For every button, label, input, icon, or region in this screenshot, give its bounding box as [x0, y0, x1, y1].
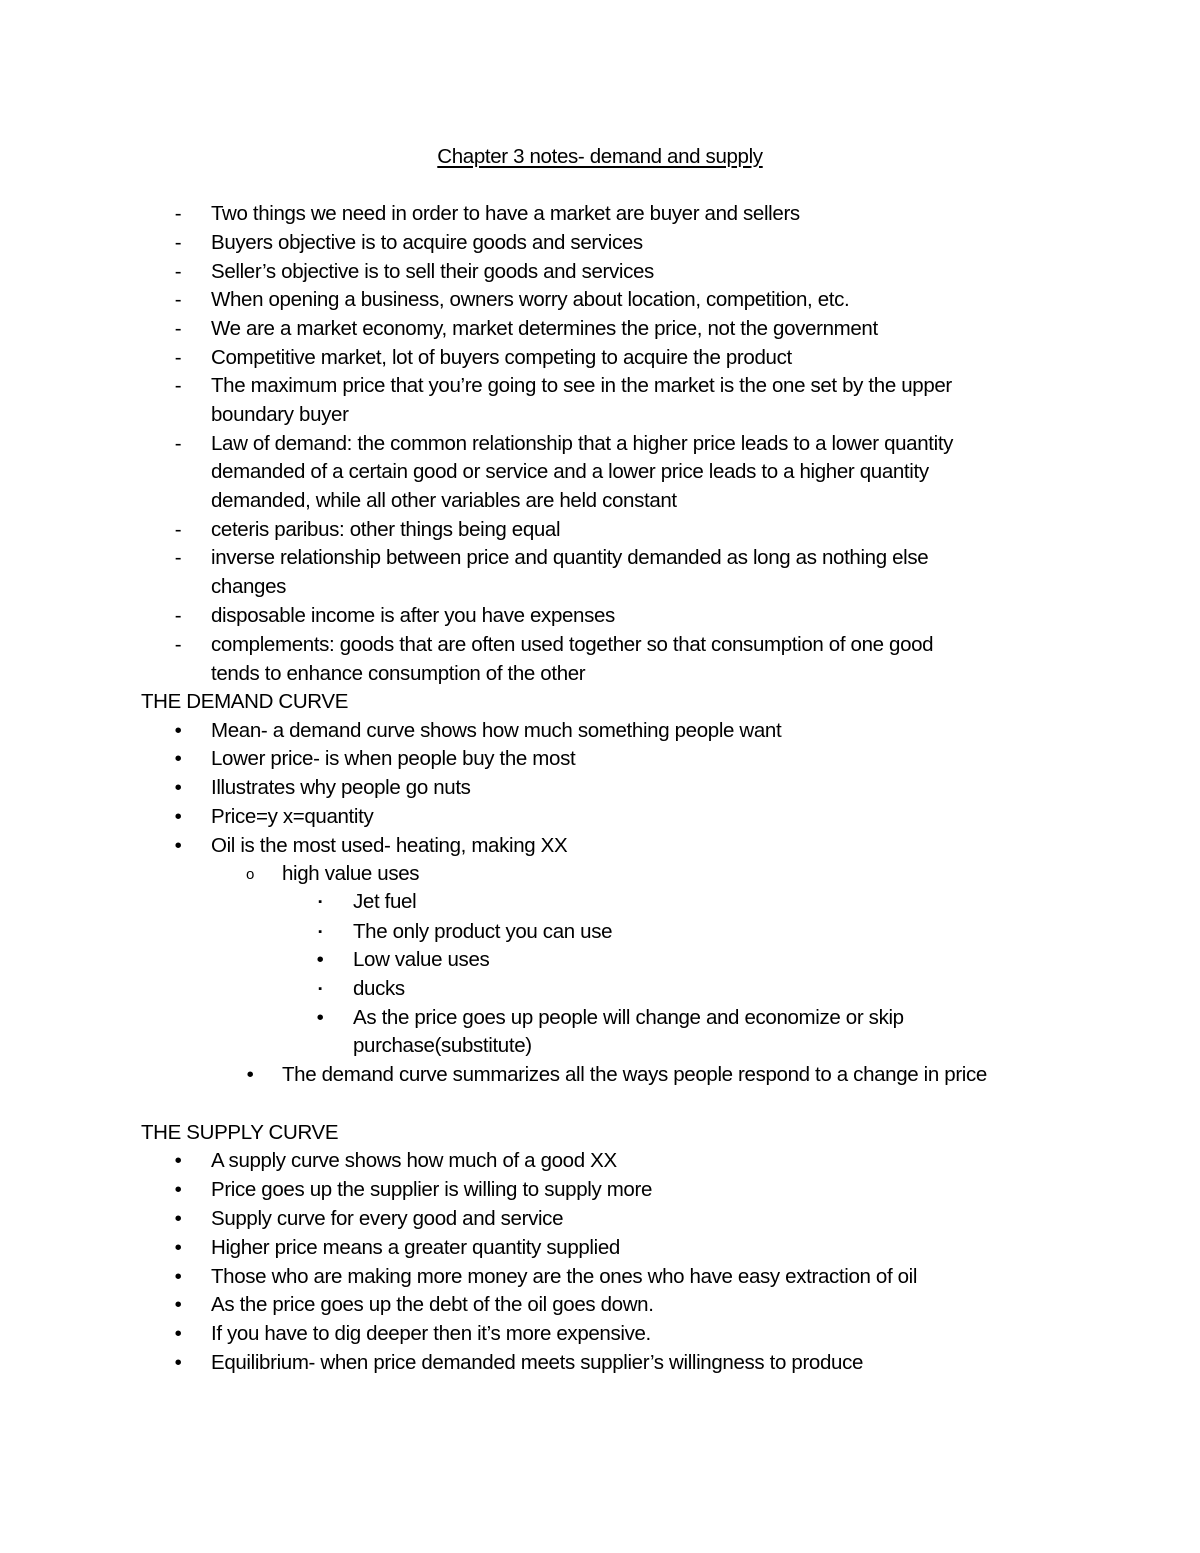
list-item: The maximum price that you’re going to see in the market is the one set by the upper: [211, 374, 952, 397]
bullet-marker: •: [246, 1063, 254, 1086]
list-item: Lower price- is when people buy the most: [211, 747, 576, 770]
bullet-marker: •: [316, 948, 324, 971]
dash-marker: -: [174, 518, 182, 541]
list-item: When opening a business, owners worry about location, competition, etc.: [211, 288, 850, 311]
list-item: disposable income is after you have expenses: [211, 604, 615, 627]
circle-marker: o: [246, 866, 254, 883]
list-item: Those who are making more money are the ones who have easy extraction of oil: [211, 1265, 918, 1288]
dash-marker: -: [174, 432, 182, 455]
list-item: Two things we need in order to have a market are buyer and sellers: [211, 202, 800, 225]
list-item: As the price goes up people will change and economize or skip: [353, 1006, 904, 1029]
list-item: Low value uses: [353, 948, 490, 971]
list-item: Mean- a demand curve shows how much something people want: [211, 719, 782, 742]
bullet-marker: •: [316, 1006, 324, 1029]
square-marker: ▪: [318, 983, 322, 995]
bullet-marker: •: [174, 1293, 182, 1316]
list-item: Competitive market, lot of buyers competing to acquire the product: [211, 346, 792, 369]
list-item: Higher price means a greater quantity supplied: [211, 1236, 620, 1259]
list-item: As the price goes up the debt of the oil goes down.: [211, 1293, 654, 1316]
list-item: Seller’s objective is to sell their goods and services: [211, 260, 654, 283]
square-marker: ▪: [318, 896, 322, 908]
list-item: complements: goods that are often used together so that consumption of one good: [211, 633, 934, 656]
bullet-marker: •: [174, 1149, 182, 1172]
list-item: Illustrates why people go nuts: [211, 776, 471, 799]
section-heading-supply-curve: THE SUPPLY CURVE: [141, 1121, 339, 1144]
dash-marker: -: [174, 546, 182, 569]
list-item-continuation: changes: [211, 575, 287, 598]
list-item: high value uses: [282, 862, 420, 885]
dash-marker: -: [174, 317, 182, 340]
list-item: Law of demand: the common relationship that a higher price leads to a lower quantity: [211, 432, 954, 455]
bullet-marker: •: [174, 1178, 182, 1201]
dash-marker: -: [174, 260, 182, 283]
page-title: Chapter 3 notes- demand and supply: [437, 145, 763, 168]
list-item: A supply curve shows how much of a good XX: [211, 1149, 617, 1172]
list-item: Price goes up the supplier is willing to supply more: [211, 1178, 652, 1201]
dash-marker: -: [174, 231, 182, 254]
bullet-marker: •: [174, 805, 182, 828]
list-item: Buyers objective is to acquire goods and services: [211, 231, 643, 254]
dash-marker: -: [174, 633, 182, 656]
list-item: The only product you can use: [353, 920, 613, 943]
bullet-marker: •: [174, 1207, 182, 1230]
list-item-continuation: demanded, while all other variables are held constant: [211, 489, 677, 512]
list-item: ceteris paribus: other things being equal: [211, 518, 561, 541]
dash-marker: -: [174, 202, 182, 225]
dash-marker: -: [174, 604, 182, 627]
section-heading-demand-curve: THE DEMAND CURVE: [141, 690, 349, 713]
list-item-continuation: purchase(substitute): [353, 1034, 532, 1057]
list-item: Equilibrium- when price demanded meets supplier’s willingness to produce: [211, 1351, 864, 1374]
list-item: The demand curve summarizes all the ways people respond to a change in price: [282, 1063, 987, 1086]
list-item-continuation: tends to enhance consumption of the other: [211, 662, 586, 685]
list-item: ducks: [353, 977, 405, 1000]
bullet-marker: •: [174, 719, 182, 742]
bullet-marker: •: [174, 1265, 182, 1288]
list-item: If you have to dig deeper then it’s more expensive.: [211, 1322, 651, 1345]
bullet-marker: •: [174, 1236, 182, 1259]
list-item-continuation: demanded of a certain good or service and a lower price leads to a higher quantity: [211, 460, 929, 483]
list-item: Price=y x=quantity: [211, 805, 374, 828]
list-item: Supply curve for every good and service: [211, 1207, 564, 1230]
list-item: We are a market economy, market determines the price, not the government: [211, 317, 878, 340]
dash-marker: -: [174, 374, 182, 397]
bullet-marker: •: [174, 747, 182, 770]
list-item: Oil is the most used- heating, making XX: [211, 834, 568, 857]
square-marker: ▪: [318, 926, 322, 938]
bullet-marker: •: [174, 776, 182, 799]
bullet-marker: •: [174, 1351, 182, 1374]
bullet-marker: •: [174, 834, 182, 857]
list-item-continuation: boundary buyer: [211, 403, 349, 426]
list-item: Jet fuel: [353, 890, 417, 913]
list-item: inverse relationship between price and quantity demanded as long as nothing else: [211, 546, 929, 569]
bullet-marker: •: [174, 1322, 182, 1345]
dash-marker: -: [174, 346, 182, 369]
dash-marker: -: [174, 288, 182, 311]
